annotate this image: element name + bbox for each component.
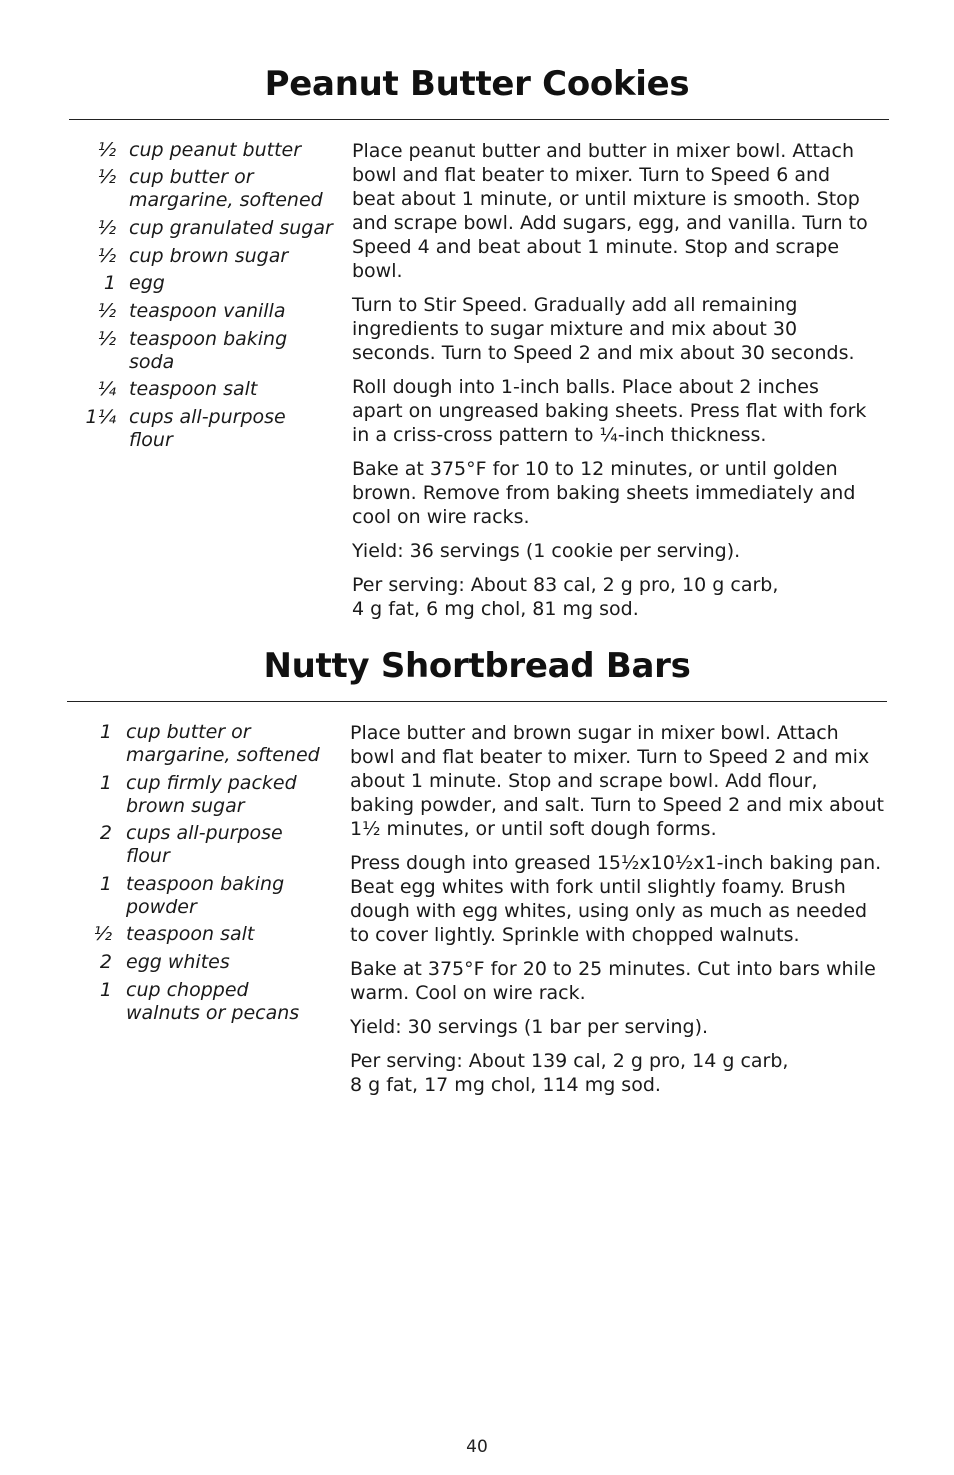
yield-text: Yield: 30 servings (1 bar per serving). xyxy=(350,1016,709,1038)
ingredient-description: cup butter or margarine, softened xyxy=(126,721,320,766)
nutrition-text: Per serving: About 139 cal, 2 g pro, 14 g carb, 8 g fat, 17 mg chol, 114 mg sod. xyxy=(350,1050,789,1096)
instruction-step: Bake at 375°F for 20 to 25 minutes. Cut into bars while warm. Cool on wire rack. xyxy=(350,958,876,1004)
ingredient-quantity: 1 xyxy=(99,873,112,895)
ingredient-quantity: ½ xyxy=(97,139,116,161)
ingredient-item xyxy=(82,166,339,212)
ingredient-description: teaspoon salt xyxy=(129,378,258,400)
ingredient-description: teaspoon baking soda xyxy=(129,328,288,373)
instructions xyxy=(350,721,886,1107)
ingredient-item xyxy=(82,217,349,240)
ingredient-item xyxy=(80,979,306,1025)
ingredient-quantity: ½ xyxy=(93,923,112,945)
ingredient-item xyxy=(80,923,336,946)
instruction-step: Roll dough into 1-inch balls. Place about 2 inches apart on ungreased baking sheets. Press flat with fork in a criss-cross pattern to ¼-inch thickness. xyxy=(352,376,867,446)
ingredient-item xyxy=(80,951,336,974)
ingredient-quantity: 2 xyxy=(99,822,112,844)
ingredient-description: teaspoon salt xyxy=(126,923,255,945)
ingredient-item xyxy=(80,721,326,767)
ingredient-item xyxy=(82,300,339,323)
instruction-step: Bake at 375°F for 10 to 12 minutes, or until golden brown. Remove from baking sheets immediately and cool on wire racks. xyxy=(352,458,856,528)
ingredient-description: cups all-purpose flour xyxy=(126,822,283,867)
title-divider xyxy=(67,701,887,702)
ingredient-item xyxy=(80,822,291,868)
ingredient-description: cup peanut butter xyxy=(129,139,302,161)
ingredient-quantity: 1 xyxy=(99,979,112,1001)
instruction-step: Turn to Stir Speed. Gradually add all remaining ingredients to sugar mixture and mix about 30 seconds. Turn to Speed 2 and mix about 30 seconds. xyxy=(352,294,855,364)
ingredient-description: teaspoon baking powder xyxy=(126,873,285,918)
ingredient-description: cup granulated sugar xyxy=(129,217,333,239)
recipe-title: Nutty Shortbread Bars xyxy=(263,646,691,686)
ingredient-quantity: ¼ xyxy=(97,378,116,400)
ingredient-quantity: 1 xyxy=(99,721,112,743)
instructions xyxy=(352,139,874,631)
title-divider xyxy=(69,119,889,120)
ingredient-quantity: ½ xyxy=(97,217,116,239)
ingredient-description: cups all-purpose flour xyxy=(129,406,286,451)
ingredient-item xyxy=(82,406,294,452)
recipe-title: Peanut Butter Cookies xyxy=(264,64,690,104)
ingredient-quantity: ½ xyxy=(97,166,116,188)
ingredient-item xyxy=(82,139,339,162)
page-number: 40 xyxy=(466,1437,488,1457)
ingredient-quantity: ½ xyxy=(97,328,116,350)
ingredient-description: cup brown sugar xyxy=(129,245,289,267)
ingredient-quantity: 2 xyxy=(99,951,112,973)
instruction-step: Press dough into greased 15½x10½x1-inch baking pan. Beat egg whites with fork until slightly foamy. Brush dough with egg whites, using only as much as needed to cover lightly. Sprinkle with chopped walnuts. xyxy=(350,852,882,946)
ingredient-description: cup butter or margarine, softened xyxy=(129,166,323,211)
ingredient-description: cup chopped walnuts or pecans xyxy=(126,979,300,1024)
ingredient-description: egg xyxy=(129,272,165,294)
ingredient-item xyxy=(80,772,306,818)
ingredient-item xyxy=(82,378,339,401)
ingredient-quantity: ½ xyxy=(97,300,116,322)
ingredient-quantity: 1¼ xyxy=(85,406,116,428)
yield-text: Yield: 36 servings (1 cookie per serving). xyxy=(352,540,741,562)
ingredient-item xyxy=(82,328,299,374)
ingredient-quantity: 1 xyxy=(99,772,112,794)
ingredient-description: egg whites xyxy=(126,951,230,973)
ingredient-item xyxy=(82,272,339,295)
ingredient-item xyxy=(82,245,339,268)
ingredient-quantity: ½ xyxy=(97,245,116,267)
ingredient-description: teaspoon vanilla xyxy=(129,300,286,322)
ingredient-description: cup firmly packed brown sugar xyxy=(126,772,297,817)
instruction-step: Place butter and brown sugar in mixer bowl. Attach bowl and flat beater to mixer. Turn to Speed 2 and mix about 1 minute. Stop and scrape bowl. Add flour, baking powder, and salt. Turn to Speed 2 and mix about 1½ minutes, or until soft dough forms. xyxy=(350,722,884,840)
nutrition-text: Per serving: About 83 cal, 2 g pro, 10 g carb, 4 g fat, 6 mg chol, 81 mg sod. xyxy=(352,574,779,620)
ingredient-item xyxy=(80,873,296,919)
ingredient-quantity: 1 xyxy=(103,272,116,294)
instruction-step: Place peanut butter and butter in mixer bowl. Attach bowl and flat beater to mixer. Turn to Speed 6 and beat about 1 minute, or until mixture is smooth. Stop and scrape bowl. Add sugars, egg, and vanilla. Turn to Speed 4 and beat about 1 minute. Stop and scrape bowl. xyxy=(352,140,868,282)
